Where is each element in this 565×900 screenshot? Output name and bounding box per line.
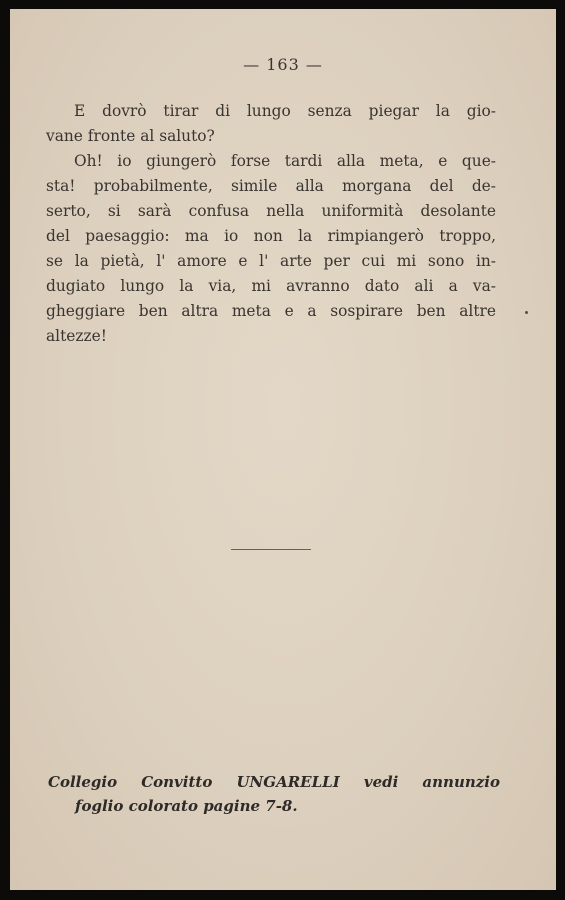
section-divider bbox=[231, 549, 311, 550]
footer-line: Collegio Convitto UNGARELLI vedi annunzio bbox=[48, 773, 500, 791]
footer-line: foglio colorato pagine 7-8. bbox=[75, 797, 298, 815]
book-page bbox=[10, 9, 556, 890]
text-line: E dovrò tirar di lungo senza piegar la gio- bbox=[74, 102, 496, 120]
paragraph-1 bbox=[46, 99, 496, 149]
footer-advertisement bbox=[48, 770, 500, 818]
text-line: vane fronte al saluto? bbox=[46, 127, 215, 145]
text-line: Oh! io giungerò forse tardi alla meta, e que- bbox=[74, 152, 496, 170]
text-line: serto, si sarà confusa nella uniformità desolante bbox=[46, 202, 496, 220]
text-line: gheggiare ben altra meta e a sospirare ben altre bbox=[46, 302, 496, 320]
page-number: — 163 — bbox=[243, 55, 323, 74]
text-line: altezze! bbox=[46, 327, 107, 345]
text-line: sta! probabilmente, simile alla morgana del de- bbox=[46, 177, 496, 195]
text-line: se la pietà, l' amore e l' arte per cui mi sono in- bbox=[46, 252, 496, 270]
print-speck bbox=[525, 311, 528, 314]
paragraph-2 bbox=[46, 149, 496, 349]
body-text bbox=[46, 99, 496, 349]
text-line: dugiato lungo la via, mi avranno dato ali a va- bbox=[46, 277, 496, 295]
text-line: del paesaggio: ma io non la rimpiangerò troppo, bbox=[46, 227, 496, 245]
